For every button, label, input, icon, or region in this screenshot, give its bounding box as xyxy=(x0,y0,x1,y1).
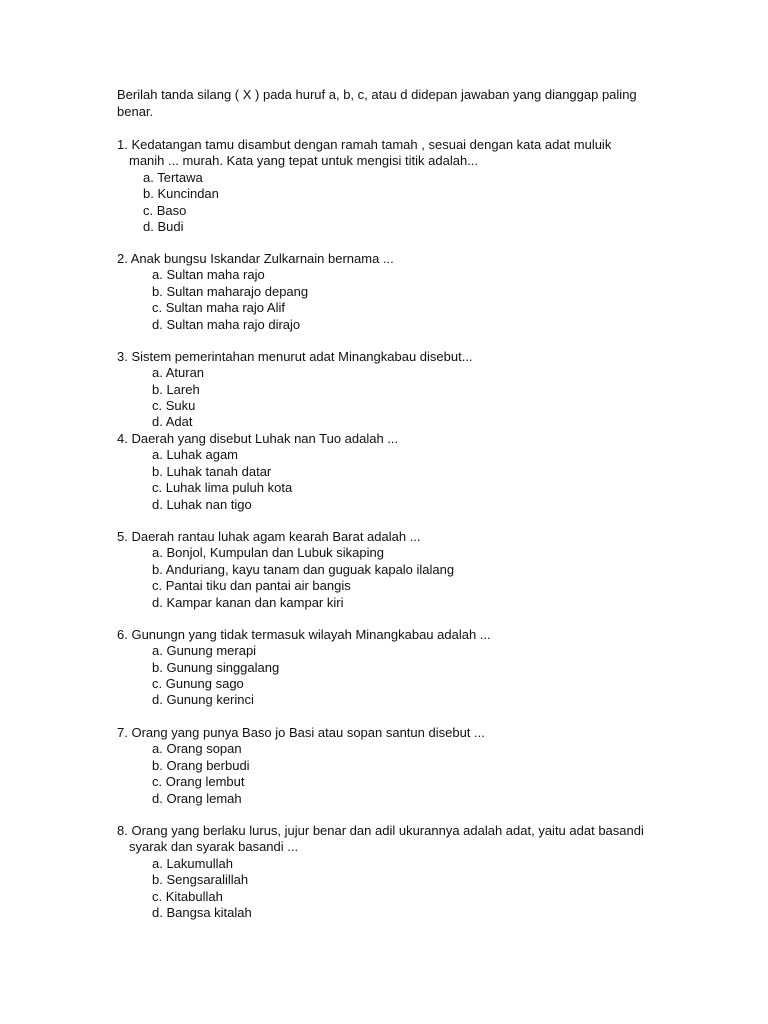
question-3-option-b: b. Lareh xyxy=(152,382,200,397)
question-7-option-a: a. Orang sopan xyxy=(152,741,242,756)
question-3-text: 3. Sistem pemerintahan menurut adat Minangkabau disebut... xyxy=(117,349,473,364)
question-5-option-d: d. Kampar kanan dan kampar kiri xyxy=(152,595,344,610)
question-4-option-b: b. Luhak tanah datar xyxy=(152,464,272,479)
instruction-line-2: benar. xyxy=(117,104,154,119)
question-4-option-c: c. Luhak lima puluh kota xyxy=(152,480,293,495)
question-2-text: 2. Anak bungsu Iskandar Zulkarnain bernama ... xyxy=(117,251,394,266)
question-7-option-b: b. Orang berbudi xyxy=(152,758,250,773)
question-2-option-c: c. Sultan maha rajo Alif xyxy=(152,300,285,315)
question-7-text: 7. Orang yang punya Baso jo Basi atau sopan santun disebut ... xyxy=(117,725,485,740)
question-1-option-a: a. Tertawa xyxy=(143,170,203,185)
question-8-text-cont: syarak dan syarak basandi ... xyxy=(129,839,299,854)
question-2-option-a: a. Sultan maha rajo xyxy=(152,267,265,282)
question-8-option-c: c. Kitabullah xyxy=(152,889,223,904)
question-4-option-d: d. Luhak nan tigo xyxy=(152,497,252,512)
question-1-option-d: d. Budi xyxy=(143,219,184,234)
question-8-option-d: d. Bangsa kitalah xyxy=(152,905,252,920)
question-3-option-d: d. Adat xyxy=(152,414,193,429)
question-6-option-b: b. Gunung singgalang xyxy=(152,660,280,675)
instruction-line-1: Berilah tanda silang ( X ) pada huruf a, b, c, atau d didepan jawaban yang dianggap paling xyxy=(117,87,637,102)
question-6-option-c: c. Gunung sago xyxy=(152,676,244,691)
question-1-option-b: b. Kuncindan xyxy=(143,186,219,201)
question-1-text-cont: manih ... murah. Kata yang tepat untuk mengisi titik adalah... xyxy=(129,153,479,168)
question-2-option-b: b. Sultan maharajo depang xyxy=(152,284,309,299)
question-4-option-a: a. Luhak agam xyxy=(152,447,239,462)
question-7-option-c: c. Orang lembut xyxy=(152,774,245,789)
question-5-option-a: a. Bonjol, Kumpulan dan Lubuk sikaping xyxy=(152,545,384,560)
question-6-text: 6. Gunungn yang tidak termasuk wilayah Minangkabau adalah ... xyxy=(117,627,491,642)
question-8-option-a: a. Lakumullah xyxy=(152,856,233,871)
question-1-option-c: c. Baso xyxy=(143,203,187,218)
question-2-option-d: d. Sultan maha rajo dirajo xyxy=(152,317,301,332)
question-5-option-b: b. Anduriang, kayu tanam dan guguak kapalo ilalang xyxy=(152,562,455,577)
question-1-text: 1. Kedatangan tamu disambut dengan ramah tamah , sesuai dengan kata adat muluik xyxy=(117,137,612,152)
question-7-option-d: d. Orang lemah xyxy=(152,791,242,806)
question-8-option-b: b. Sengsaralillah xyxy=(152,872,249,887)
question-5-option-c: c. Pantai tiku dan pantai air bangis xyxy=(152,578,351,593)
question-6-option-a: a. Gunung merapi xyxy=(152,643,257,658)
question-3-option-a: a. Aturan xyxy=(152,365,205,380)
question-4-text: 4. Daerah yang disebut Luhak nan Tuo adalah ... xyxy=(117,431,399,446)
question-6-option-d: d. Gunung kerinci xyxy=(152,692,254,707)
question-5-text: 5. Daerah rantau luhak agam kearah Barat adalah ... xyxy=(117,529,421,544)
question-8-text: 8. Orang yang berlaku lurus, jujur benar dan adil ukurannya adalah adat, yaitu adat basandi xyxy=(117,823,644,838)
question-3-option-c: c. Suku xyxy=(152,398,196,413)
